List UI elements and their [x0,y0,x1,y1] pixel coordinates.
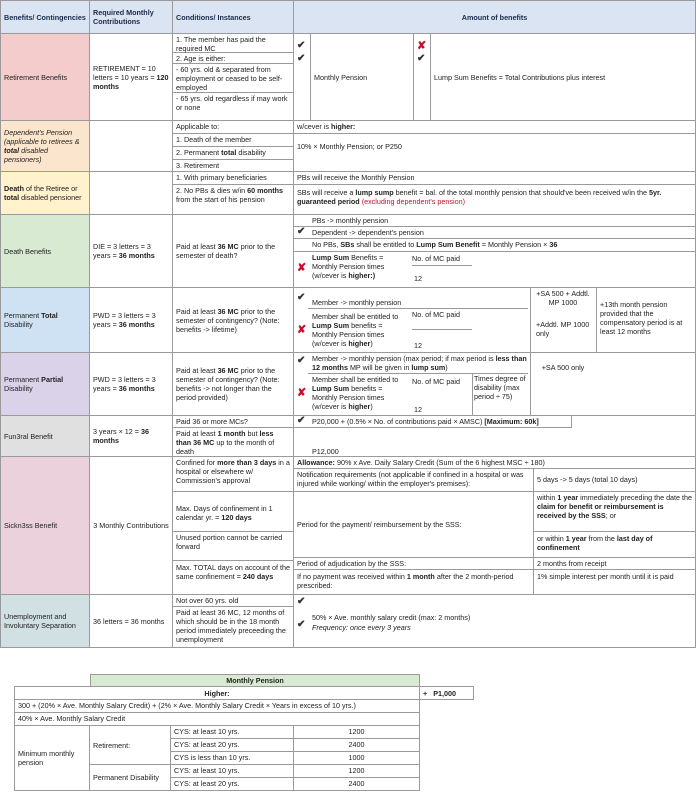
funeral-amt-1b: [Maximum: 60k] [484,417,539,426]
sickness-no-payment [294,570,534,595]
retirement-conditions [172,33,294,121]
ppd-cond-a: Paid at least [176,366,218,375]
funeral-cond-2d: less than 36 MC [176,429,274,447]
retirement-lump-text: Lump Sum Benefits = Total Contributions plus interest [434,72,606,82]
sickness-a1-a: Allowance: [297,458,335,467]
sickness-r1-c: immediately preceding the date the [578,493,693,502]
ppd-req-b: 36 months [118,384,155,393]
sickness-r1-b: 1 year [557,493,579,502]
death-retiree-label [0,171,90,215]
check-icon: ✔ [297,619,306,630]
dependents-cond-3: 3. Retirement [176,161,220,170]
death-line-2-text: Dependent -> dependent's pension [312,228,424,237]
sickness-r1-a: within [537,493,558,502]
cross-icon: ✘ [297,262,307,274]
ptd-addtl: +Addtl. MP 1000 only [536,320,590,338]
death-twelve: 12 [414,274,422,283]
ptd-l3-b: higher [348,339,371,348]
mp-title-text: Monthly Pension [226,676,284,685]
cross-icon: ✘ [297,387,307,399]
death-l3-d: Lump Sum Benefit [416,240,480,249]
death-no-mc: No. of MC paid [412,254,472,266]
funeral-cond-2c: but [245,429,260,438]
ppd-lump-text [312,375,408,411]
check-icon: ✔ [417,53,426,64]
unemployment-req-text: 36 letters = 36 months [93,616,165,626]
ppd-no-mc: No. of MC paid [412,377,460,386]
retirement-monthly-text: Monthly Pension [314,72,368,82]
mp-formula-2: 40% × Ave. Monthly Salary Credit [14,712,420,726]
dependents-amount-text: 10% × Monthly Pension; or P250 [297,142,402,151]
death-retiree-label-b: of the Retiree or [23,184,78,193]
sickness-notification-r: 5 days -> 5 days (total 10 days) [534,469,696,492]
ptd-req-b: 36 months [118,320,155,329]
death-retiree-label-text [4,184,86,202]
mp-plus: + [423,688,428,698]
header-required [89,0,173,34]
mp-row-3-cys: CYS is less than 10 yrs. [170,751,294,765]
header-required-text: Required Monthly Contributions [93,8,154,26]
death-l3-f: 36 [549,240,558,249]
ppd-amount [293,352,696,416]
check-icon: ✔ [297,53,306,64]
ppd-cond-text [176,366,290,402]
sickness-c2-a: Max. Days of confinement in 1 calendar yr. = [176,504,273,522]
check-icon: ✔ [297,292,306,303]
death-line-1: PBs -> monthly pension [294,215,695,227]
mp-retirement-text: Retirement: [93,740,131,750]
dependents-applicable: Applicable to: [173,121,293,134]
cross-icon: ✘ [297,324,307,336]
sickness-no-payment-r: 1% simple interest per month until it is paid [537,572,674,581]
death-amount [293,214,696,288]
funeral-req-c: months [93,436,119,445]
sickness-c4-a: Max. TOTAL days on account of the same confinement = [176,563,290,581]
ppd-l2-c: benefits = [349,384,383,393]
ppd-sa: +SA 500 only [541,363,585,372]
ptd-label-text [4,311,86,329]
death-required-text [93,242,169,260]
ppd-l1-c: MP will be given in [347,363,412,372]
funeral-label [0,415,90,457]
mp-p1000: P1,000 [433,688,456,698]
header-conditions-text: Conditions/ Instances [176,12,251,22]
ptd-l3-a: Monthly Pension times (w/cever is [312,330,385,348]
unemployment-cond-2: Paid at least 36 MC, 12 months of which should be in the 18 month period immediately preceeding the unemployment [176,608,286,644]
header-benefits-text: Benefits/ Contingencies [4,12,86,22]
mp-min [14,725,90,791]
ppd-l2-a: Member shall be entitled to [312,375,399,384]
funeral-amt-1 [294,416,572,428]
sickness-cond-1 [173,457,293,492]
ppd-cond-b: 36 MC [217,366,239,375]
ptd-label-b: Total [41,311,58,320]
retirement-monthly-checks [293,33,311,121]
ppd-l1-a: Member -> monthly pension (max period; if max period is [312,354,496,363]
unemployment-amount [293,594,696,648]
sickness-r1-e: ; or [605,511,617,520]
funeral-amt-1a: P20,000 + (0.5% × No. of contributions paid × AMSC) [312,417,485,426]
funeral-amount [293,415,696,457]
ppd-l1-e: ) [445,363,448,372]
mp-row-1-cys: CYS: at least 10 yrs. [170,725,294,739]
ppd-times: Times degree of disability (max period ÷ 75) [474,374,526,401]
death-retiree-amt-2 [294,185,695,209]
death-retiree-label-c: total [4,193,20,202]
sickness-conditions [172,456,294,595]
sickness-a5-b: 1 month [406,572,435,581]
mp-min-text: Minimum monthly pension [18,749,75,767]
mp-row-5-cys: CYS: at least 20 yrs. [170,777,294,791]
mp-row-1-amt: 1200 [293,725,420,739]
death-l3-c: shall be entitled to [354,240,417,249]
dependents-required [89,120,173,172]
sickness-payment-r2 [534,532,696,558]
dependents-whichever-b: higher: [330,122,356,131]
ptd-label-c: Disability [4,320,33,329]
cross-icon: ✘ [417,40,427,52]
funeral-cond-2e: up to the month of death [176,438,275,456]
retirement-lump-marks [413,33,431,121]
sickness-a1-b: 90% x Ave. Daily Salary Credit (Sum of the 6 highest MSC ÷ 180) [334,458,545,467]
death-cond-b: 36 MC [217,242,239,251]
dependents-cond-2b: total [221,148,237,157]
death-retiree-cond-2b: 60 months [247,186,284,195]
mp-formula-1: 300 + (20% × Ave. Monthly Salary Credit) + (2% × Ave. Monthly Salary Credit × Years in excess of 10 yrs.) [14,699,420,713]
death-l3-e: = Monthly Pension × [479,240,550,249]
death-label [0,214,90,288]
mp-row-2-amt: 2400 [293,738,420,752]
ppd-req-a: PWD = 3 letters = 3 years = [93,375,156,393]
sickness-c1-b: more than 3 days [217,458,277,467]
sickness-r2-a: or within [537,534,566,543]
death-retiree-amt-2b: lump sump [355,188,394,197]
unemployment-amt: 50% × Ave. monthly salary credit (max: 2 months) [312,613,471,622]
ppd-label-a: Permanent [4,375,42,384]
ptd-required [89,287,173,353]
death-cond-text [176,242,290,260]
retirement-req-b: 120 months [93,72,169,91]
ppd-required [89,352,173,416]
retirement-cond-2: 2. Age is either: [173,53,293,64]
ppd-conditions [172,352,294,416]
mp-row-5-amt: 2400 [293,777,420,791]
mp-permanent-text: Permanent Disability [93,773,159,782]
ppd-l1-b: less than 12 months [312,354,527,372]
death-l3-b: SBs [340,240,355,249]
funeral-cond-2b: 1 month [217,429,246,438]
death-l4-b: Benefits = [349,253,384,262]
death-retiree-label-a: Death [4,184,24,193]
ppd-l3-b: higher [348,402,371,411]
death-required [89,214,173,288]
funeral-amt-2: P12,000 [312,447,339,456]
death-req-b: 36 months [118,251,155,260]
ptd-line-1: Member -> monthly pension [312,298,402,307]
ppd-cond-c: prior to the semester of contingency? (Note: benefits -> not longer than the period provided) [176,366,280,402]
sickness-allowance [294,457,695,469]
ptd-l3-c: ) [370,339,373,348]
dependents-whichever-a: w/cever is [297,122,331,131]
death-label-text: Death Benefits [4,246,52,256]
mp-higher [14,686,420,700]
mp-row-4-amt: 1200 [293,764,420,778]
death-retiree-cond-2 [173,185,293,205]
dependents-cond-2c: disability [236,148,266,157]
death-conditions [172,214,294,288]
sickness-c4-b: 240 days [242,572,274,581]
death-cond-c: prior to the semester of death? [176,242,276,260]
unemployment-label-text: Unemployment and Involuntary Separation [4,612,76,630]
dependents-label-b: total [4,146,20,155]
sickness-payment-r1 [534,492,696,532]
ptd-cond-text [176,307,290,334]
dependents-amount [293,120,696,172]
sickness-amount [293,456,696,595]
check-icon: ✔ [297,40,306,51]
retirement-required-text [93,64,169,91]
funeral-conditions [172,415,294,457]
death-cond-a: Paid at least [176,242,218,251]
death-l4-a: Lump Sum [312,253,350,262]
death-l5-b: higher:) [348,271,376,280]
sickness-c1-a: Confined for [176,458,218,467]
death-retiree-cond-2a: 2. No PBs & dies w/in [176,186,248,195]
ppd-label-c: Disability [4,384,33,393]
unemployment-label [0,594,90,648]
mp-row-3-amt: 1000 [293,751,420,765]
death-line-2 [294,227,695,239]
header-benefits [0,0,90,34]
ppd-required-text [93,375,169,393]
death-retiree-amt-2d: 5yr. guaranteed period [297,188,662,206]
retirement-req-a: RETIREMENT = 10 letters = 10 years = [93,63,157,82]
mp-plus-cell [419,686,474,700]
dependents-whichever [294,121,695,134]
ppd-twelve: 12 [414,405,422,414]
sickness-a5-a: If no payment was received within [297,572,407,581]
ptd-thirteen: +13th month pension provided that the compensatory period is at least 12 months [600,300,683,336]
retirement-monthly [310,33,414,121]
death-line-3 [294,239,695,252]
ptd-amount [293,287,696,353]
funeral-cond-2 [173,428,293,457]
sickness-cond-3: Unused portion cannot be carried forward [173,532,293,561]
sickness-adjudication: Period of adjudication by the SSS: [294,558,534,570]
ptd-l2-a: Member shall be entitled to [312,312,399,321]
sickness-adjudication-r: 2 months from receipt [534,558,696,570]
ppd-l2-b: Lump Sum [312,384,350,393]
mp-retirement [89,725,171,765]
funeral-cond-1: Paid 36 or more MCs? [173,416,293,428]
dependents-cond-1: 1. Death of the member [173,134,293,147]
funeral-cond-2a: Paid at least [176,429,218,438]
death-retiree-conditions [172,171,294,215]
death-retiree-amt-2c: benefit = bal. of the total monthly pension that should've been received w/in the [393,188,649,197]
death-l5: Monthly Pension times (w/cever is [312,262,385,280]
sickness-a5-c: after the 2 month-period prescribed: [297,572,514,590]
death-retiree-cond-2c: from the start of his pension [176,195,265,204]
unemployment-cond-1: Not over 60 yrs. old [173,595,293,607]
ptd-label-a: Permanent [4,311,42,320]
dependents-cond-2 [173,147,293,160]
ptd-cond-c: prior to the semester of contingency? (Note: benefits -> lifetime) [176,306,280,334]
ptd-required-text [93,311,169,329]
death-retiree-amount [293,171,696,215]
unemployment-required [89,594,173,648]
ptd-lump-text [312,312,408,348]
ptd-sa: +SA 500 + Addtl. MP 1000 [536,289,590,307]
death-req-a: DIE = 3 letters = 3 years = [93,242,151,260]
check-icon: ✔ [297,596,306,607]
retirement-required [89,33,173,121]
sickness-c1-c: in a hospital or elsewhere w/ Commission's approval [176,458,290,485]
retirement-label [0,33,90,121]
funeral-required-text [93,427,169,445]
death-retiree-amt-1: PBs will receive the Monthly Pension [294,172,695,185]
check-icon: ✔ [297,415,306,426]
mp-row-4-cys: CYS: at least 10 yrs. [170,764,294,778]
retirement-label-text: Retirement Benefits [4,72,68,82]
ppd-label-b: Partial [41,375,64,384]
dependents-label [0,120,90,172]
ptd-no-mc: No. of MC paid [412,310,472,330]
funeral-label-text: Fun3ral Benefit [4,431,53,441]
dependents-conditions [172,120,294,172]
ptd-conditions [172,287,294,353]
sickness-label [0,456,90,595]
sickness-label-text: Sickn3ss Benefit [4,521,58,530]
funeral-req-b: 36 [140,427,149,436]
ppd-label-text [4,375,86,393]
check-icon: ✔ [297,226,306,237]
death-lump-text [312,253,408,280]
sickness-cond-2 [173,492,293,532]
ppd-label [0,352,90,416]
sickness-payment-period: Period for the payment/ reimbursement by the SSS: [294,492,534,558]
retirement-cond-4: - 65 yrs. old regardless if may work or none [176,94,288,112]
dependents-label-c: disabled pensioners) [4,146,48,164]
mp-permanent [89,764,171,791]
death-retiree-amt-2a: SBs will receive a [297,188,356,197]
sickness-r1-d: claim for benefit or reimbursement is received by the SSS [537,502,664,520]
ppd-l1-d: lump sum [411,363,446,372]
header-conditions [172,0,294,34]
dependents-cond-2a: 2. Permanent [176,148,222,157]
header-amount [293,0,696,34]
sickness-cond-4 [173,561,293,583]
sickness-req-text: 3 Monthly Contributions [93,521,169,530]
sickness-r2-b: 1 year [565,534,587,543]
dependents-label-a: Dependent's Pension (applicable to retirees & [4,128,80,146]
death-retiree-cond-1: 1. With primary beneficiaries [173,172,293,185]
ppd-line-1 [312,354,527,372]
death-l3-a: No PBs, [312,240,341,249]
ppd-l3-c: ) [370,402,373,411]
death-retiree-label-d: disabled pensioner [19,193,82,202]
ptd-l2-c: benefits = [349,321,383,330]
death-retiree-required [89,171,173,215]
retirement-lump [430,33,696,121]
death-retiree-amt-2e: (excluding dependent's pension) [359,197,465,206]
sickness-r2-d: last day of confinement [537,534,653,552]
funeral-required [89,415,173,457]
sickness-r2-c: from the [586,534,617,543]
sickness-c2-b: 120 days [221,513,252,522]
ptd-cond-a: Paid at least [176,306,218,316]
ptd-cond-b: 36 MC [217,306,239,316]
ptd-twelve: 12 [414,341,422,350]
funeral-req-a: 3 years × 12 = [93,427,141,436]
dependents-label-text [4,128,86,164]
sickness-notification: Notification requirements (not applicable if confined in a hospital or was injured while working/ within the employer's premises): [294,469,534,492]
ptd-req-a: PWD = 3 letters = 3 years = [93,311,156,329]
retirement-cond-1: 1. The member has paid the required MC [173,34,293,53]
unemployment-conditions [172,594,294,648]
sickness-required [89,456,173,595]
ppd-l3-a: Monthly Pension times (w/cever is [312,393,385,411]
death-lump-block [294,252,695,287]
mp-row-2-cys: CYS: at least 20 yrs. [170,738,294,752]
ptd-label [0,287,90,353]
check-icon: ✔ [297,355,306,366]
mp-higher-text: Higher: [204,688,230,698]
ptd-l2-b: Lump Sum [312,321,350,330]
retirement-cond-3: - 60 yrs. old & separated from employment or ceased to be self-employed [173,64,293,93]
header-amount-text: Amount of benefits [461,12,528,22]
unemployment-freq: Frequency: once every 3 years [312,623,411,632]
